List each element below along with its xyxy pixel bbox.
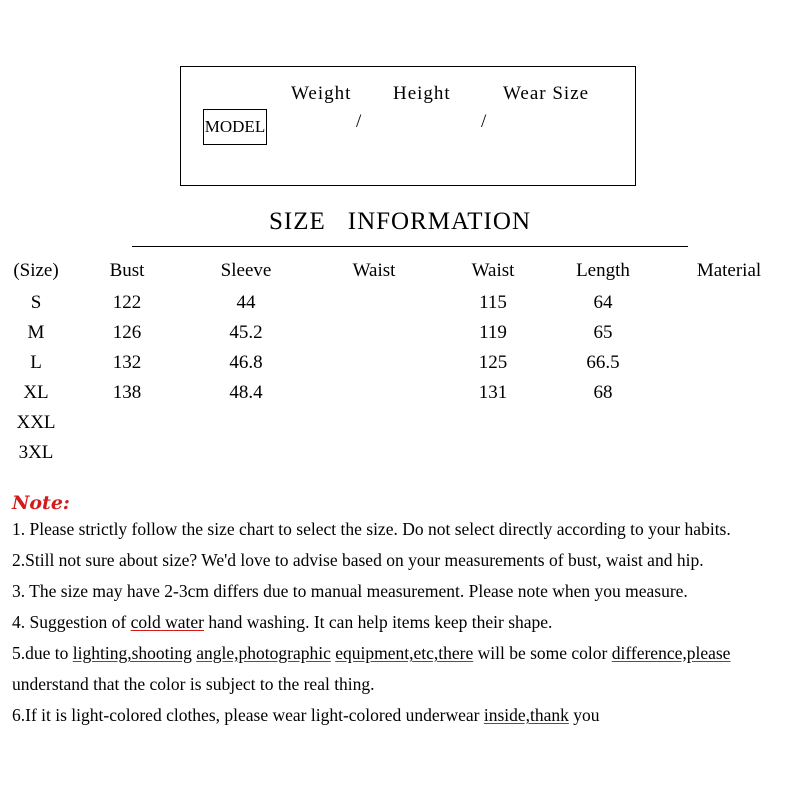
note-text: 3. The size may have 2-3cm differs due to manual measurement. Please note when you measure.	[12, 581, 688, 601]
cell-bust	[72, 408, 182, 438]
note-text: 6.If it is light-colored clothes, please wear light-colored underwear	[12, 705, 484, 725]
table-row	[0, 318, 800, 348]
note-text: 1. Please strictly follow the size chart to select the size. Do not select directly according to your habits.	[12, 519, 731, 539]
model-column-height: Height	[393, 83, 451, 104]
cell-waist-1	[310, 318, 438, 348]
cell-waist-1	[310, 408, 438, 438]
note-title: Note:	[12, 492, 70, 514]
note-line	[12, 638, 792, 669]
note-line	[12, 514, 792, 545]
cell-length: 65	[593, 322, 613, 343]
cell-sleeve	[182, 438, 310, 468]
size-title-right: INFORMATION	[347, 208, 531, 235]
note-list	[12, 514, 792, 731]
cell-size: 3XL	[18, 442, 54, 463]
note-text: 5.due to	[12, 643, 73, 663]
cell-material	[658, 378, 800, 408]
note-text: you	[568, 705, 600, 725]
cell-length: 68	[593, 382, 613, 403]
cell-waist-2: 131	[478, 382, 508, 403]
note-underlined-text: cold water	[130, 612, 204, 632]
table-row	[0, 378, 800, 408]
note-line	[12, 700, 792, 731]
table-header-row	[0, 256, 800, 288]
note-text: understand that the color is subject to the real thing.	[12, 674, 375, 694]
cell-sleeve: 46.8	[229, 352, 263, 373]
cell-bust: 122	[112, 292, 142, 313]
cell-material	[658, 408, 800, 438]
note-text: will be some color	[473, 643, 612, 663]
header-waist-2: Waist	[471, 260, 515, 281]
note-text: 4. Suggestion of	[12, 612, 131, 632]
note-text: 2.Still not sure about size? We'd love to advise based on your measurements of bust, waist and hip.	[12, 550, 704, 570]
cell-sleeve: 45.2	[229, 322, 263, 343]
note-underlined-text: inside,thank	[483, 705, 569, 725]
cell-waist-2	[438, 438, 548, 468]
note-text: hand washing. It can help items keep their shape.	[204, 612, 553, 632]
header-size: (Size)	[13, 260, 59, 281]
cell-sleeve: 48.4	[229, 382, 263, 403]
header-material: Material	[696, 260, 762, 281]
model-value-height: /	[356, 111, 362, 132]
note-line	[12, 607, 792, 638]
note-underlined-text: lighting,shooting	[72, 643, 192, 663]
header-length: Length	[576, 260, 630, 281]
cell-waist-1	[310, 288, 438, 318]
cell-sleeve: 44	[236, 292, 256, 313]
note-underlined-text: equipment,etc,there	[335, 643, 474, 663]
note-line	[12, 545, 792, 576]
cell-material	[658, 288, 800, 318]
model-info-box	[180, 66, 636, 186]
size-title-left: SIZE	[268, 208, 326, 235]
note-line	[12, 669, 792, 700]
cell-waist-1	[310, 438, 438, 468]
header-sleeve: Sleeve	[220, 260, 272, 281]
cell-size: L	[30, 352, 42, 373]
cell-waist-1	[310, 348, 438, 378]
cell-size: XXL	[16, 412, 56, 433]
table-row	[0, 348, 800, 378]
model-column-wear-size: Wear Size	[503, 83, 590, 104]
cell-waist-2: 125	[478, 352, 508, 373]
cell-length: 64	[593, 292, 613, 313]
cell-waist-2: 115	[479, 292, 507, 313]
cell-waist-2	[438, 408, 548, 438]
cell-size: M	[27, 322, 45, 343]
table-row	[0, 288, 800, 318]
note-underlined-text: difference,please	[611, 643, 731, 663]
table-row	[0, 408, 800, 438]
cell-bust	[72, 438, 182, 468]
cell-size: S	[30, 292, 42, 313]
note-underlined-text: angle,photographic	[196, 643, 331, 663]
cell-bust: 126	[112, 322, 142, 343]
cell-sleeve	[182, 408, 310, 438]
cell-size: XL	[23, 382, 49, 403]
cell-material	[658, 438, 800, 468]
cell-length: 66.5	[586, 352, 620, 373]
header-bust: Bust	[109, 260, 145, 281]
cell-bust: 132	[112, 352, 142, 373]
model-column-weight: Weight	[291, 83, 352, 104]
note-line	[12, 576, 792, 607]
cell-length	[548, 438, 658, 468]
cell-material	[658, 348, 800, 378]
size-chart-table	[0, 256, 800, 468]
cell-bust: 138	[112, 382, 142, 403]
cell-waist-1	[310, 378, 438, 408]
cell-length	[548, 408, 658, 438]
table-top-rule	[132, 246, 688, 247]
model-label: MODEL	[203, 109, 267, 145]
table-row	[0, 438, 800, 468]
size-information-title	[0, 208, 800, 236]
header-waist-1: Waist	[352, 260, 396, 281]
cell-material	[658, 318, 800, 348]
cell-waist-2: 119	[479, 322, 507, 343]
model-value-wear-size: /	[481, 111, 487, 132]
